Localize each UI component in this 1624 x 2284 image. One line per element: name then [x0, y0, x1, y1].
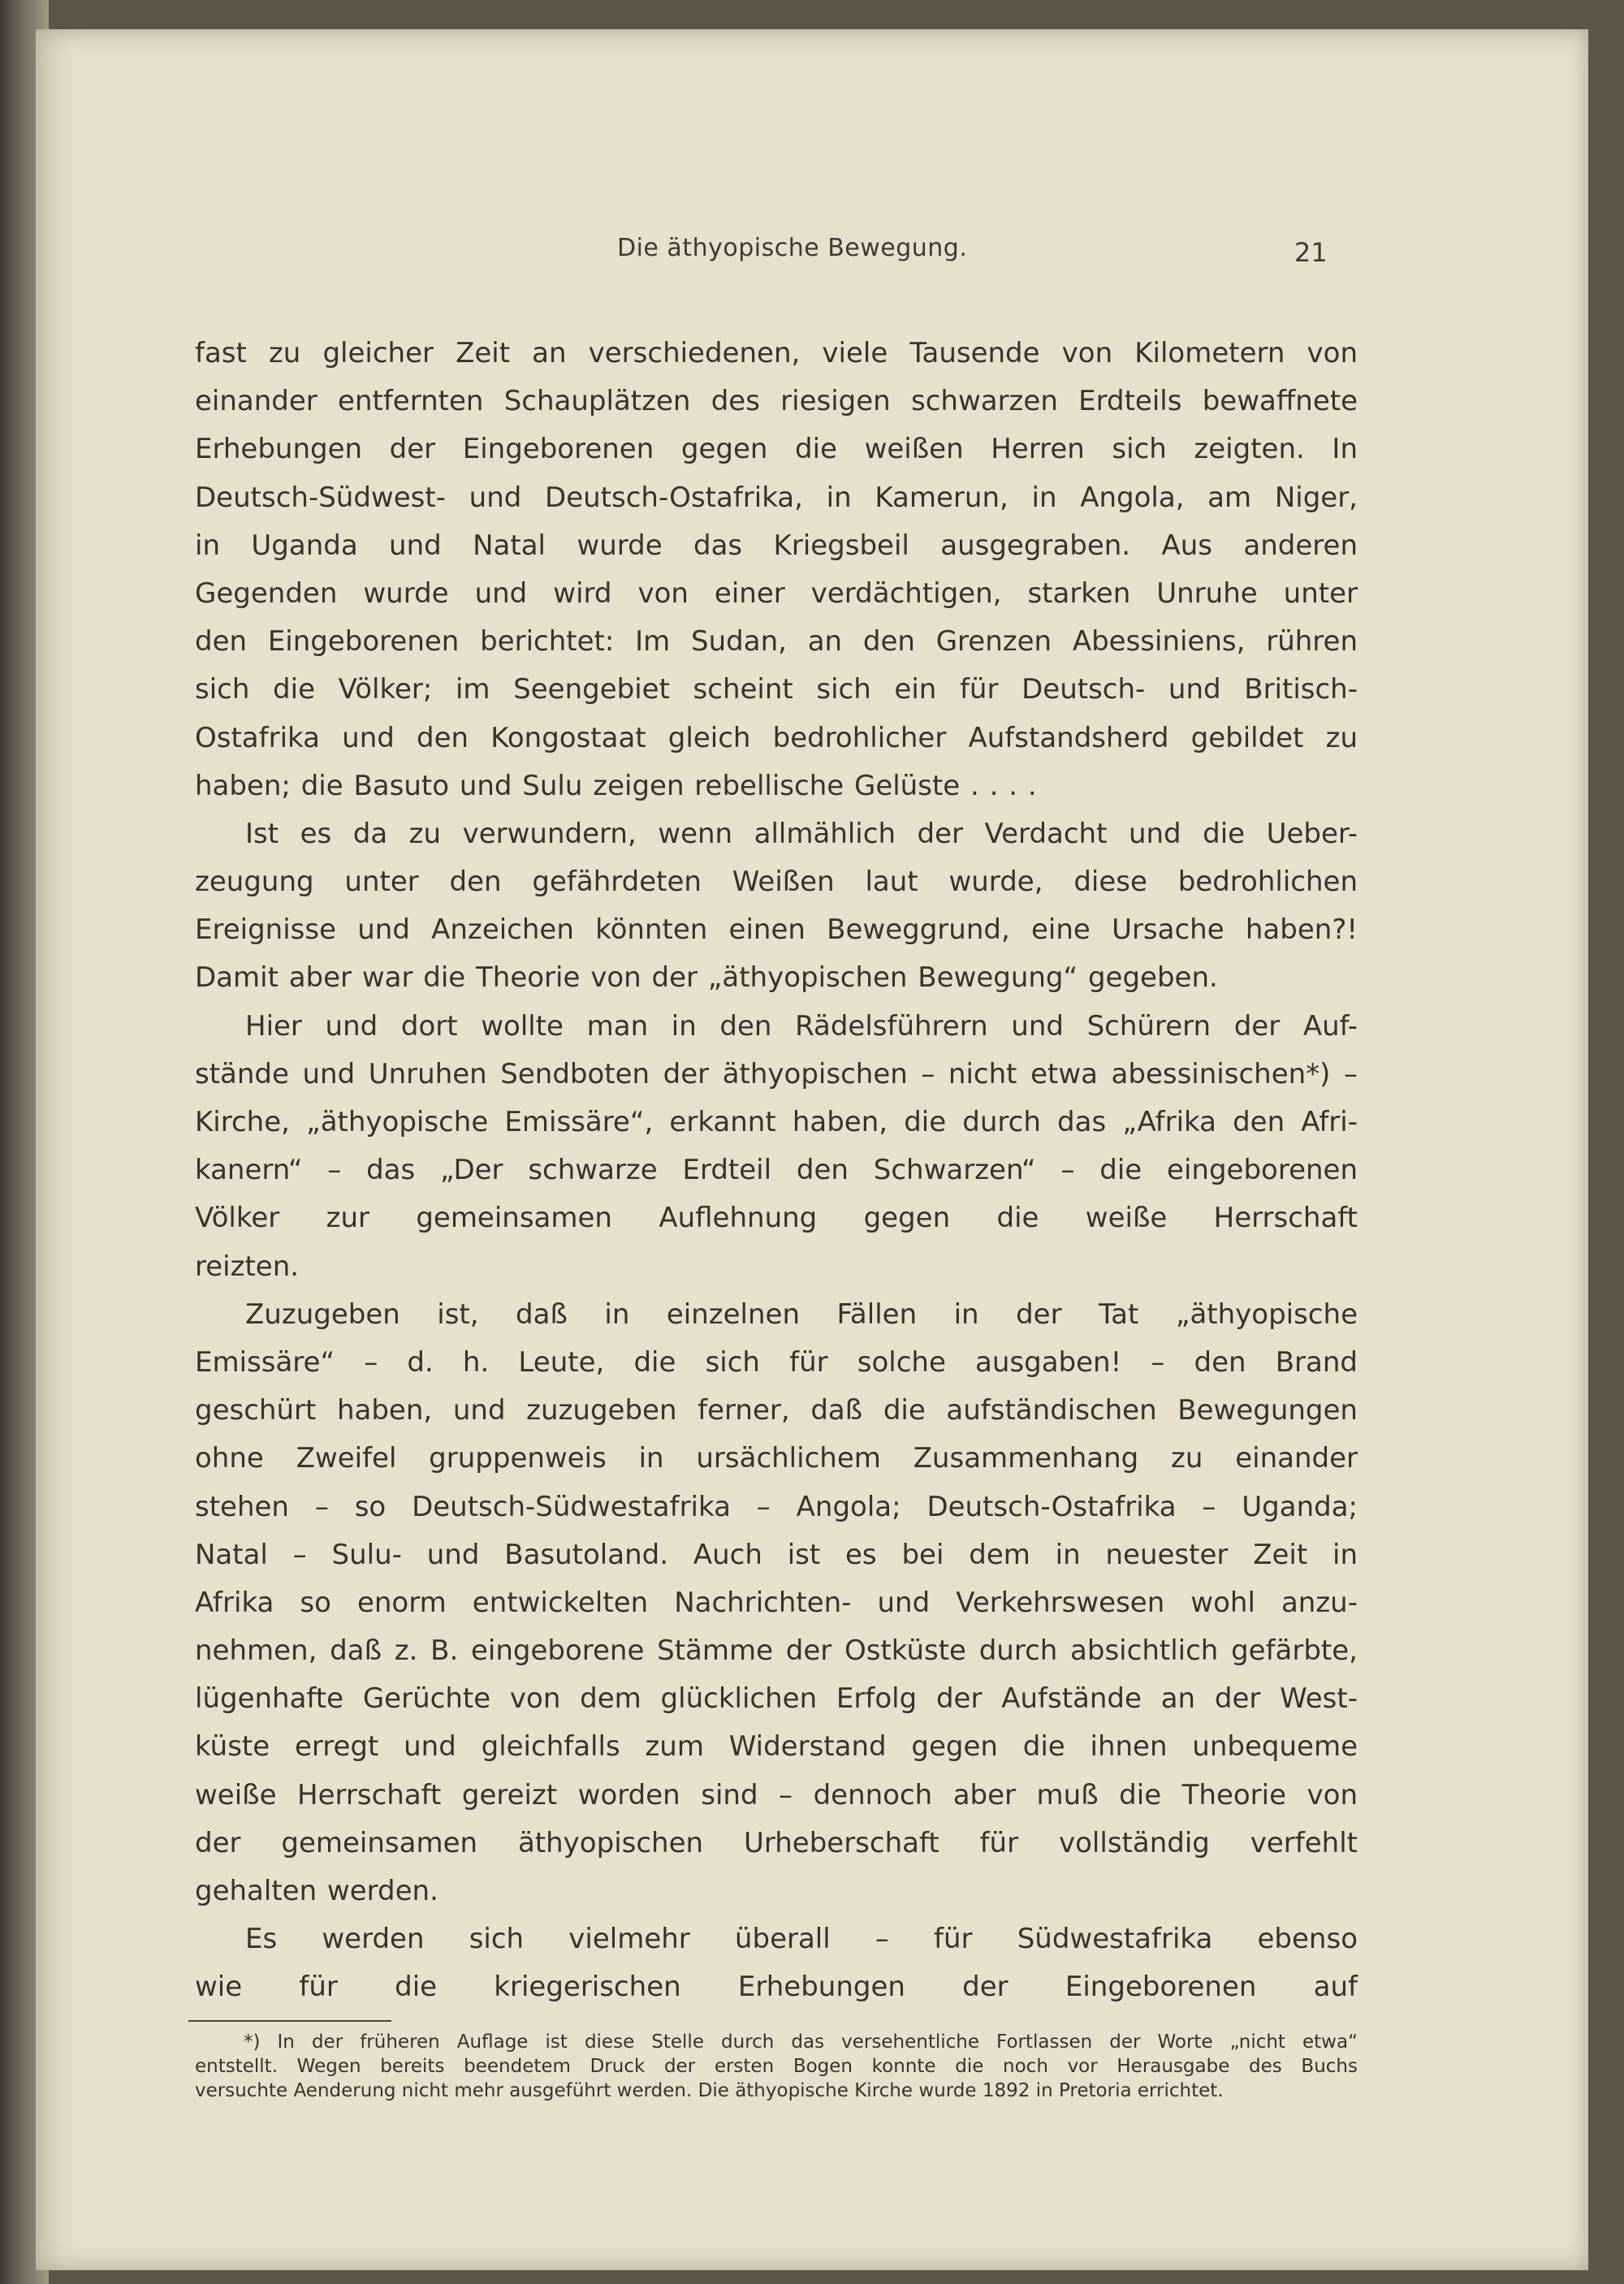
- text-line: lügenhafte Gerüchte von dem glücklichen Erfolg der Aufstände an der West-: [195, 1682, 1358, 1716]
- text-line: sich die Völker; im Seengebiet scheint sich ein für Deutsch- und Britisch-: [195, 673, 1358, 706]
- text-line: Zuzugeben ist, daß in einzelnen Fällen in der Tat „äthyopische: [245, 1297, 1358, 1331]
- text-line: Ist es da zu verwundern, wenn allmählich der Verdacht und die Ueber-: [245, 817, 1358, 850]
- footnote-divider: [188, 2020, 391, 2022]
- text-line: Es werden sich vielmehr überall – für Südwestafrika ebenso: [245, 1923, 1358, 1956]
- text-line: wie für die kriegerischen Erhebungen der Eingeborenen auf: [195, 1971, 1358, 2004]
- text-line: Deutsch-Südwest- und Deutsch-Ostafrika, in Kamerun, in Angola, am Niger,: [195, 481, 1358, 514]
- running-title: Die äthyopische Bewegung.: [617, 234, 968, 262]
- book-page: [36, 29, 1588, 2270]
- text-line: stände und Unruhen Sendboten der äthyopischen – nicht etwa abessinischen*) –: [195, 1057, 1358, 1090]
- text-line: Emissäre“ – d. h. Leute, die sich für solche ausgaben! – den Brand: [195, 1345, 1358, 1379]
- text-line: Völker zur gemeinsamen Auflehnung gegen die weiße Herrschaft: [195, 1202, 1358, 1235]
- text-line: Erhebungen der Eingeborenen gegen die weißen Herren sich zeigten. In: [195, 433, 1358, 466]
- text-line: weiße Herrschaft gereizt worden sind – dennoch aber muß die Theorie von: [195, 1778, 1358, 1811]
- footnote-line: versuchte Aenderung nicht mehr ausgeführt werden. Die äthyopische Kirche wurde 1892 in Pretoria errichtet.: [195, 2080, 1224, 2101]
- text-line: der gemeinsamen äthyopischen Urheberschaft für vollständig verfehlt: [195, 1826, 1358, 1859]
- text-line: ohne Zweifel gruppenweis in ursächlichem Zusammenhang zu einander: [195, 1442, 1358, 1475]
- text-line: Ereignisse und Anzeichen könnten einen Beweggrund, eine Ursache haben?!: [195, 913, 1358, 947]
- text-line: in Uganda und Natal wurde das Kriegsbeil ausgegraben. Aus anderen: [195, 529, 1358, 562]
- running-head: [36, 221, 1588, 270]
- text-line: gehalten werden.: [195, 1875, 438, 1907]
- text-line: stehen – so Deutsch-Südwestafrika – Angola; Deutsch-Ostafrika – Uganda;: [195, 1490, 1358, 1523]
- text-line: zeugung unter den gefährdeten Weißen laut wurde, diese bedrohlichen: [195, 866, 1358, 899]
- footnote-line: entstellt. Wegen bereits beendetem Druck der ersten Bogen konnte die noch vor Herausgabe des Buchs: [195, 2056, 1358, 2077]
- text-line: geschürt haben, und zuzugeben ferner, daß die aufständischen Bewegungen: [195, 1394, 1358, 1427]
- text-line: Ostafrika und den Kongostaat gleich bedrohlicher Aufstandsherd gebildet zu: [195, 721, 1358, 754]
- text-line: den Eingeborenen berichtet: Im Sudan, an den Grenzen Abessiniens, rühren: [195, 625, 1358, 658]
- text-line: Kirche, „äthyopische Emissäre“, erkannt haben, die durch das „Afrika den Afri-: [195, 1106, 1358, 1138]
- text-line: Afrika so enorm entwickelten Nachrichten- und Verkehrswesen wohl anzu-: [195, 1586, 1358, 1619]
- text-line: Damit aber war die Theorie von der „äthyopischen Bewegung“ gegeben.: [195, 961, 1218, 995]
- text-line: nehmen, daß z. B. eingeborene Stämme der Ostküste durch absichtlich gefärbte,: [195, 1634, 1358, 1668]
- text-line: Natal – Sulu- und Basutoland. Auch ist es bei dem in neuester Zeit in: [195, 1538, 1358, 1571]
- footnote-line: *) In der früheren Auflage ist diese Stelle durch das versehentliche Fortlassen der Worte „nicht etwa“: [244, 2031, 1358, 2053]
- text-line: reizten.: [195, 1250, 300, 1283]
- text-line: haben; die Basuto und Sulu zeigen rebellische Gelüste . . . .: [195, 769, 1037, 802]
- footnote: [195, 2030, 1358, 2103]
- text-line: kanern“ – das „Der schwarze Erdteil den Schwarzen“ – die eingeborenen: [195, 1154, 1358, 1187]
- text-line: einander entfernten Schauplätzen des riesigen schwarzen Erdteils bewaffnete: [195, 385, 1358, 418]
- text-line: fast zu gleicher Zeit an verschiedenen, viele Tausende von Kilometern von: [195, 337, 1358, 369]
- page-number: 21: [1294, 237, 1328, 268]
- text-line: Gegenden wurde und wird von einer verdächtigen, starken Unruhe unter: [195, 576, 1358, 610]
- text-line: küste erregt und gleichfalls zum Widerstand gegen die ihnen unbequeme: [195, 1730, 1358, 1764]
- body-text: [195, 330, 1358, 2012]
- text-line: Hier und dort wollte man in den Rädelsführern und Schürern der Auf-: [245, 1009, 1358, 1043]
